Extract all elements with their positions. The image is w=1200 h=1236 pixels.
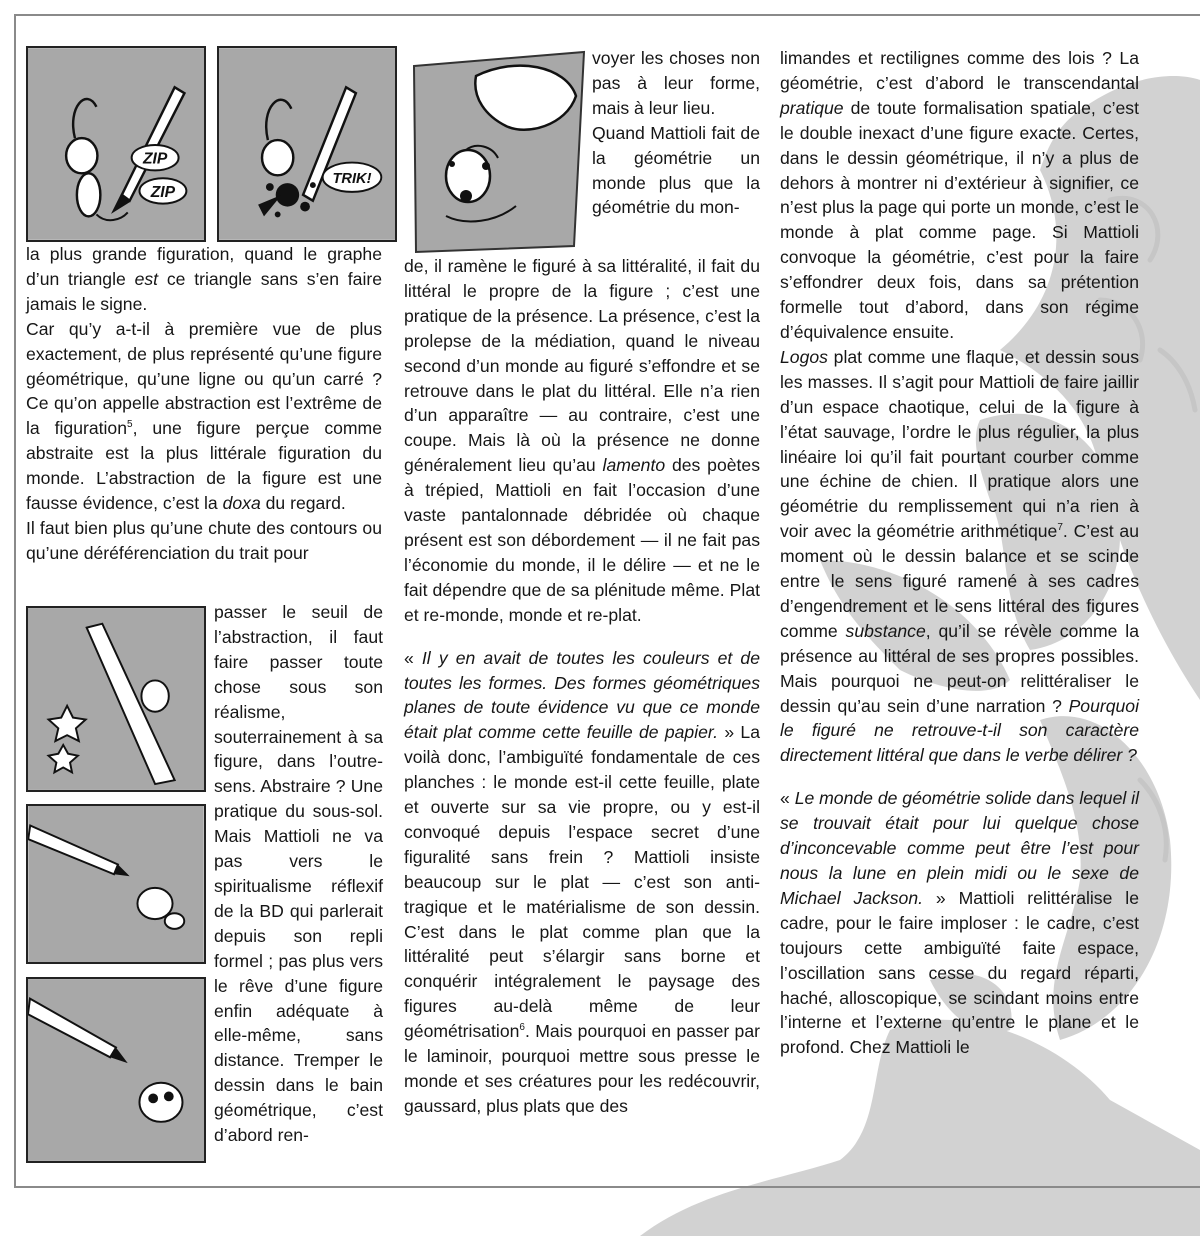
panel-drawing <box>219 48 395 240</box>
text-run: voyer les choses non pas à leur forme, mais à leur lieu. <box>592 48 760 118</box>
column-1-narrow <box>214 600 383 1148</box>
text-run: . Mais pourquoi en passer par le laminoir, pourquoi mettre sous presse le monde et ses créatures pour les redécouvrir, gaussard, plus plats que des <box>404 1021 760 1116</box>
paragraph <box>26 242 382 317</box>
footnote-ref: 5 <box>127 419 133 431</box>
italic-run: substance <box>845 620 926 641</box>
text-run: plat comme une flaque, et dessin sous les masses. Il s’agit pour Mattioli de faire jaillir d’un espace chaotique, celui de la figure à l’état sauvage, l’ordre le plus régulier, la plus linéaire loi qu’il fait pourtant courber comme une échine de chien. Il pratique alors une géométrie du remplissement qui n’a rien à voir avec la géométrie arithmétique <box>780 346 1139 542</box>
paragraph <box>592 121 760 221</box>
panel-drawing <box>28 806 204 962</box>
column-2-narrow <box>592 46 760 220</box>
comic-panel-fall-1 <box>26 606 206 792</box>
paragraph <box>780 46 1139 345</box>
sfx-zip-2: ZIP <box>150 183 176 201</box>
italic-run: pratique <box>780 97 844 118</box>
quote-paragraph <box>780 786 1139 1060</box>
text-run: ce triangle sans s’en faire jamais le signe. <box>26 268 383 314</box>
comic-panel-zip <box>26 46 206 242</box>
italic-quote: Il y en avait de toutes les couleurs et de toutes les formes. Des formes géométriques planes de toute évidence vu que ce monde était plat comme cette feuille de papier. <box>404 647 760 743</box>
italic-run: lamento <box>602 455 666 476</box>
column-1-top <box>26 242 382 566</box>
text-run: la plus grande figuration, quand le graphe d’un triangle <box>26 244 382 289</box>
text-run: Quand Mattioli fait de la géométrie un monde plus que la géométrie du mon- <box>592 122 760 218</box>
text-run: des poètes à trépied, Mattioli en fait l’occasion d’une vaste pantalonnade débridée où chaque présent est son débordement — il ne fait pas l’économie du monde, il le délire — et ne le fait dépendre que de sa plénitude même. Plat et re-monde, monde et re-plat. <box>404 455 760 625</box>
panel-drawing <box>28 979 204 1161</box>
footnote-ref: 6 <box>519 1022 525 1034</box>
column-2 <box>404 254 760 1119</box>
comic-panel-fall-2 <box>26 804 206 964</box>
text-run: limandes et rectilignes comme des lois ? La géométrie, c’est d’abord le transcendantal <box>780 48 1139 93</box>
text-run: « <box>780 788 795 809</box>
comic-panel-fall-3 <box>26 977 206 1163</box>
text-run: de, il ramène le figuré à sa littéralité, il fait du littéral le propre de la figure ; c’est une pratique de la présence. La présence, c’est la prolepse de la médiation, quand le niveau second d’un monde au figuré s’effondre et se retrouve dans le plat du littéral. Elle n’a rien d’un apparaître — au contraire, c’est une coupe. Mais là où la présence ne donne généralement lieu qu’au <box>404 256 760 476</box>
text-run: Il faut bien plus qu’une chute des contours ou qu’une déréférenciation du trait pour <box>26 517 382 563</box>
paragraph <box>214 600 383 1148</box>
italic-run: Logos <box>780 346 828 367</box>
panel-drawing <box>28 48 204 240</box>
column-3 <box>780 46 1139 1060</box>
paragraph <box>404 254 760 628</box>
italic-quote: Le monde de géométrie solide dans lequel il se trouvait était pour lui quelque chose d’inconcevable comme peut être l’est pour nous la lune en plein midi ou le sexe de Michael Jackson. <box>780 788 1139 908</box>
italic-run: doxa <box>222 493 261 514</box>
sfx-trik: TRIK! <box>332 171 372 188</box>
italic-run: Pourquoi le figuré ne retrouve-t-il son caractère directement littéral que dans le verbe délirer ? <box>780 695 1139 766</box>
text-run: » La voilà donc, l’ambiguïté fondamentale de ces planches : le monde est-il cette feuille, plate et ouverte sur sa vie propre, ou y est-il convoqué depuis l’espace secret d’une figuralité sans frein ? Mattioli insiste beaucoup sur le plat — c’est son anti-tragique et le matérialisme de son dessin. C’est dans le plat comme plan que la littéralité peut s’élargir sans borne et conquérir intégralement le paysage des figures au-delà même de leur géométrisation <box>404 722 760 1042</box>
text-run: , une figure perçue comme abstraite est la plus littérale figuration du monde. L’abstraction de la figure est une fausse évidence, c’est la <box>26 418 382 514</box>
paragraph <box>26 317 382 516</box>
paragraph <box>780 345 1139 768</box>
text-run: Car qu’y a-t-il à première vue de plus exactement, de plus représenté qu’une figure géométrique, qu’une ligne ou qu’un carré ? Ce qu’on appelle abstraction est l’extrême de la figuration <box>26 318 382 439</box>
footnote-ref: 7 <box>1057 522 1063 534</box>
panel-drawing <box>406 46 586 254</box>
paragraph <box>592 46 760 121</box>
quote-paragraph <box>404 646 760 1119</box>
text-run: « <box>404 647 422 668</box>
text-run: » Mattioli relittéralise le cadre, pour le faire imploser : le cadre, c’est toujours cette ambiguïté faite espace, l’oscillation sans cesse du regard réparti, haché, alloscopique, se scindant moins entre l’interne et l’externe qu’entre le plane et le profond. Chez Mattioli le <box>780 887 1139 1058</box>
paragraph <box>26 516 382 566</box>
italic-run: est <box>134 268 159 289</box>
text-run: , qu’il se révèle comme la présence au littéral de ses propres possibles. Mais pourquoi ne peut-on relittéraliser le dessin qu’au sein d’une narration ? <box>780 620 1139 716</box>
sfx-zip-1: ZIP <box>142 150 168 168</box>
text-run: passer le seuil de l’abstraction, il faut faire passer toute chose sous son réalisme, souterrainement à sa figure, dans l’outre-sens. Abstraire ? Une pratique du sous-sol. Mais Mattioli ne va pas vers le spiritualisme réflexif de la BD qui parlerait depuis son repli formel ; pas plus vers le rêve d’une figure enfin adéquate à elle-même, sans distance. Tremper le dessin dans le bain géométrique, c’est d’abord ren- <box>214 602 383 1146</box>
comic-panel-hand <box>406 46 586 254</box>
comic-panel-trik <box>217 46 397 242</box>
text-run: de toute formalisation spatiale, c’est le double inexact d’une figure exacte. Certes, dans le dessin géométrique, il n’y a plus de dehors à montrer ni d’extérieur à signifier, ce n’est plus la page qui porte un monde, c’est le monde à plat comme page. Si Mattioli convoque la géométrie, c’est pour la faire s’effondrer deux fois, dans sa prétention formelle tout d’abord, dans son régime d’équivalence ensuite. <box>780 97 1139 342</box>
text-run: . C’est au moment où le dessin balance et se scinde entre le sens figuré ramené à ses cadres d’engendrement et le sens littéral des figures comme <box>780 521 1139 641</box>
panel-drawing <box>28 608 204 790</box>
text-run: du regard. <box>260 493 346 514</box>
